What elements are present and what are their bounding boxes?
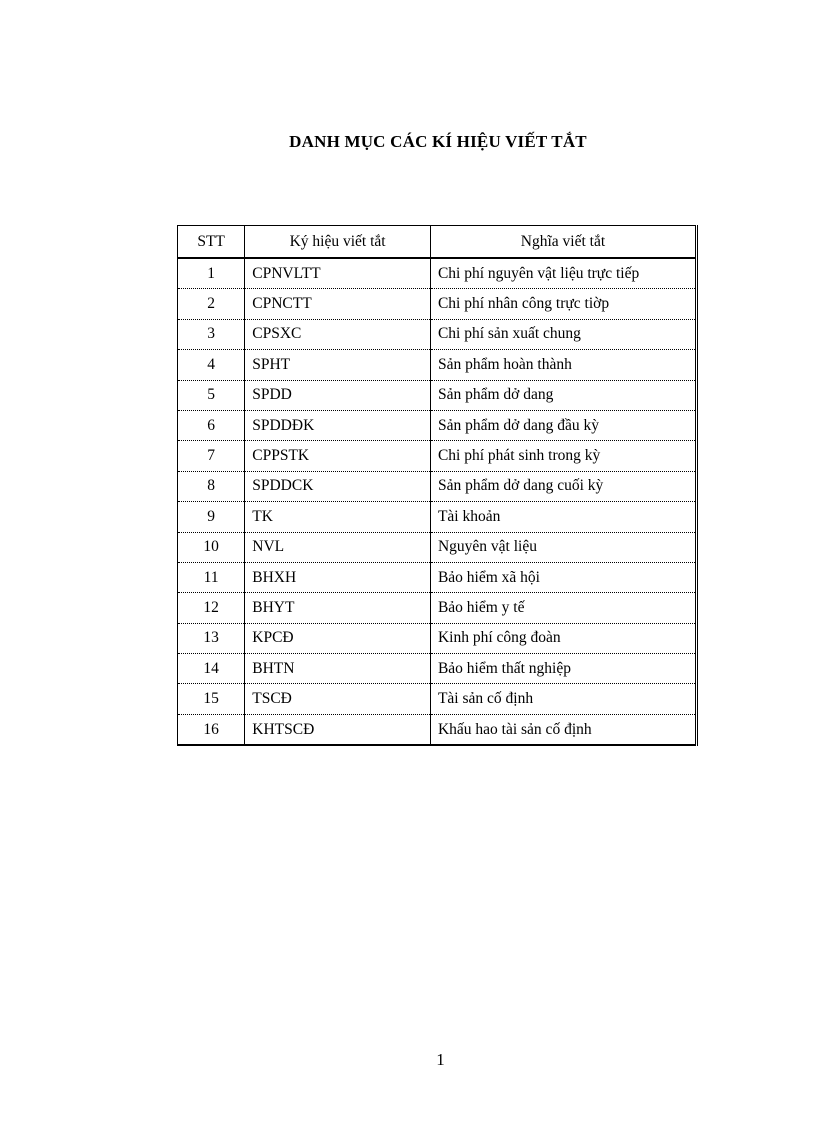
table-row [178, 471, 697, 501]
row-stt: 8 [178, 471, 245, 501]
row-symbol: CPPSTK [245, 441, 431, 471]
header-symbol: Ký hiệu viết tắt [245, 226, 431, 259]
row-meaning: Nguyên vật liệu [430, 532, 696, 562]
row-symbol: BHYT [245, 593, 431, 623]
row-stt: 15 [178, 684, 245, 714]
row-symbol: BHTN [245, 654, 431, 684]
row-stt: 3 [178, 319, 245, 349]
row-symbol: NVL [245, 532, 431, 562]
table-row [178, 593, 697, 623]
row-meaning: Bảo hiểm y tế [430, 593, 696, 623]
row-stt: 9 [178, 502, 245, 532]
table-header-row [178, 226, 697, 259]
table-row [178, 714, 697, 745]
row-symbol: TSCĐ [245, 684, 431, 714]
row-symbol: BHXH [245, 562, 431, 592]
row-symbol: TK [245, 502, 431, 532]
header-stt: STT [178, 226, 245, 259]
row-symbol: KHTSCĐ [245, 714, 431, 745]
page-title: DANH MỤC CÁC KÍ HIỆU VIẾT TẮT [289, 132, 587, 151]
row-meaning: Chi phí nhân công trực tiờp [430, 289, 696, 319]
row-stt: 2 [178, 289, 245, 319]
table-row [178, 684, 697, 714]
row-meaning: Chi phí sản xuất chung [430, 319, 696, 349]
row-meaning: Chi phí nguyên vật liệu trực tiếp [430, 258, 696, 289]
row-stt: 1 [178, 258, 245, 289]
table-row [178, 258, 697, 289]
table-row [178, 350, 697, 380]
row-meaning: Sản phẩm dở dang đầu kỳ [430, 410, 696, 440]
row-meaning: Sản phẩm dở dang [430, 380, 696, 410]
row-stt: 14 [178, 654, 245, 684]
table-row [178, 654, 697, 684]
row-meaning: Tài sản cố định [430, 684, 696, 714]
row-symbol: KPCĐ [245, 623, 431, 653]
row-stt: 16 [178, 714, 245, 745]
table-row [178, 441, 697, 471]
row-stt: 7 [178, 441, 245, 471]
table-row [178, 502, 697, 532]
row-stt: 13 [178, 623, 245, 653]
table-row [178, 380, 697, 410]
row-meaning: Khấu hao tài sản cố định [430, 714, 696, 745]
row-symbol: SPDD [245, 380, 431, 410]
row-meaning: Sản phẩm dở dang cuối kỳ [430, 471, 696, 501]
row-symbol: CPNCTT [245, 289, 431, 319]
row-meaning: Chi phí phát sinh trong kỳ [430, 441, 696, 471]
table-row [178, 532, 697, 562]
row-stt: 12 [178, 593, 245, 623]
row-stt: 6 [178, 410, 245, 440]
row-symbol: CPSXC [245, 319, 431, 349]
table-row [178, 562, 697, 592]
abbreviation-table [177, 225, 698, 746]
row-meaning: Bảo hiểm xã hội [430, 562, 696, 592]
row-meaning: Bảo hiểm thất nghiệp [430, 654, 696, 684]
table-row [178, 410, 697, 440]
table-row [178, 623, 697, 653]
row-symbol: CPNVLTT [245, 258, 431, 289]
table-row [178, 319, 697, 349]
row-stt: 4 [178, 350, 245, 380]
row-symbol: SPHT [245, 350, 431, 380]
page-number: 1 [436, 1050, 445, 1069]
header-meaning: Nghĩa viết tắt [430, 226, 696, 259]
row-meaning: Tài khoản [430, 502, 696, 532]
row-meaning: Kinh phí công đoàn [430, 623, 696, 653]
row-meaning: Sản phẩm hoàn thành [430, 350, 696, 380]
row-stt: 10 [178, 532, 245, 562]
row-symbol: SPDDĐK [245, 410, 431, 440]
row-stt: 11 [178, 562, 245, 592]
row-stt: 5 [178, 380, 245, 410]
row-symbol: SPDDCK [245, 471, 431, 501]
table-row [178, 289, 697, 319]
